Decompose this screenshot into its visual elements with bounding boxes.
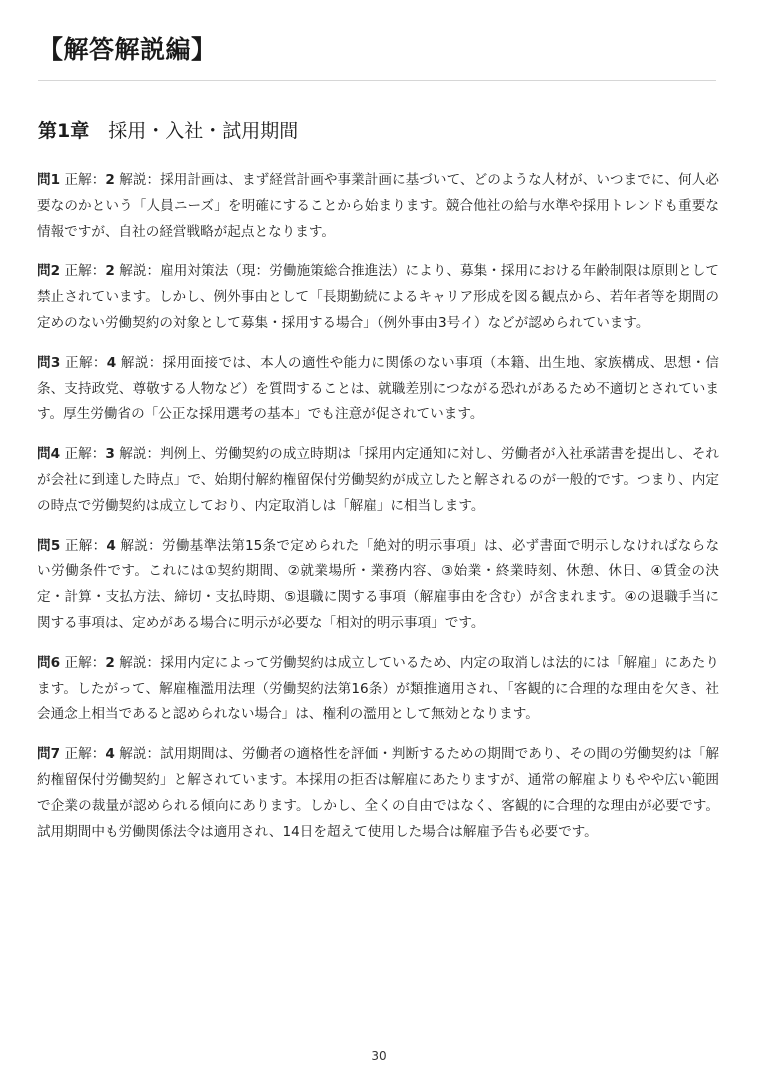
answer-label: 正解： — [64, 654, 106, 671]
title-divider — [38, 80, 716, 81]
answer-item — [37, 168, 719, 245]
correct-answer: 2 — [105, 263, 115, 280]
explanation-text: 採用面接では、本人の適性や能力に関係のない事項（本籍、出生地、家族構成、思想・信条、支持政党、尊敬する人物など）を質問することは、就職差別につながる恐れがあるため不適切とされています。厚生労働省の「公正な採用選考の基本」でも注意が促されています。 — [37, 354, 720, 423]
chapter-spacer — [89, 120, 108, 142]
answer-label: 正解： — [64, 263, 106, 280]
explanation-text: 採用内定によって労働契約は成立しているため、内定の取消しは法的には「解雇」にあたります。したがって、解雇権濫用法理（労働契約法第16条）が類推適用され、「客観的に合理的な理由を欠き、社会通念上相当であると認められない場合」は、権利の濫用として無効となります。 — [37, 654, 720, 723]
explanation-text: 試用期間は、労働者の適格性を評価・判断するための期間であり、その間の労働契約は「解約権留保付労働契約」と解されています。本採用の拒否は解雇にあたりますが、通常の解雇よりもやや広い範囲で企業の裁量が認められる傾向にあります。しかし、全くの自由ではなく、客観的に合理的な理由が必要です。試用期間中も労働関係法令は適用され、14日を超えて使用した場合は解雇予告も必要です。 — [37, 746, 720, 840]
explanation-text: 労働基準法第15条で定められた「絶対的明示事項」は、必ず書面で明示しなければならない労働条件です。これには①契約期間、②就業場所・業務内容、③始業・終業時刻、休憩、休日、④賃金の決定・計算・支払方法、締切・支払時期、⑤退職に関する事項（解雇事由を含む）が含まれます。④の退職手当に関する事項は、定めがある場合に明示が必要な「相対的明示事項」です。 — [37, 537, 720, 631]
explanation-text: 雇用対策法（現：労働施策総合推進法）により、募集・採用における年齢制限は原則として禁止されています。しかし、例外事由として「長期勤続によるキャリア形成を図る観点から、若年者等を期間の定めのない労働契約の対象として募集・採用する場合」（例外事由3号イ）などが認められています。 — [37, 263, 720, 331]
answer-label: 正解： — [64, 537, 107, 554]
document-title: 【解答解説編】 — [38, 35, 217, 64]
question-number: 問1 — [37, 172, 61, 188]
explanation-label: 解説： — [119, 654, 161, 671]
explanation-text: 採用計画は、まず経営計画や事業計画に基づいて、どのような人材が、いつまでに、何人必要なのかという「人員ニーズ」を明確にすることから始まります。競合他社の給与水準や採用トレンドも重要な情報ですが、自社の経営戦略が起点となります。 — [37, 172, 720, 240]
explanation-label: 解説： — [119, 746, 161, 763]
answer-list — [37, 168, 719, 859]
answer-item — [37, 442, 719, 519]
chapter-number: 第1章 — [38, 120, 90, 142]
answer-label: 正解： — [64, 172, 106, 188]
answer-label: 正解： — [65, 354, 107, 371]
answer-item — [37, 742, 719, 845]
explanation-label: 解説： — [120, 354, 163, 371]
explanation-label: 解説： — [119, 172, 161, 188]
chapter-title-text: 採用・入社・試用期間 — [108, 120, 299, 142]
explanation-label: 解説： — [119, 263, 161, 280]
question-number: 問2 — [37, 263, 61, 280]
correct-answer: 2 — [105, 172, 115, 188]
page-number: 30 — [371, 1049, 387, 1063]
correct-answer: 4 — [105, 746, 115, 763]
correct-answer: 2 — [105, 654, 115, 671]
explanation-text: 判例上、労働契約の成立時期は「採用内定通知に対し、労働者が入社承諾書を提出し、それが会社に到達した時点」で、始期付解約権留保付労働契約が成立したと解されるのが一般的です。つまり、内定の時点で労働契約は成立しており、内定取消しは「解雇」に相当します。 — [37, 446, 720, 514]
answer-label: 正解： — [64, 746, 106, 763]
answer-item — [37, 259, 719, 336]
explanation-label: 解説： — [119, 446, 161, 463]
question-number: 問3 — [37, 354, 61, 371]
question-number: 問7 — [37, 746, 61, 763]
answer-item — [37, 351, 719, 428]
answer-label: 正解： — [64, 446, 106, 463]
chapter-heading — [38, 117, 298, 145]
answer-item — [37, 651, 719, 728]
correct-answer: 3 — [105, 446, 115, 463]
answer-item — [37, 534, 719, 637]
question-number: 問5 — [37, 537, 61, 554]
correct-answer: 4 — [106, 354, 117, 371]
correct-answer: 4 — [106, 537, 116, 554]
question-number: 問4 — [37, 446, 61, 463]
question-number: 問6 — [37, 654, 61, 671]
explanation-label: 解説： — [120, 537, 162, 554]
